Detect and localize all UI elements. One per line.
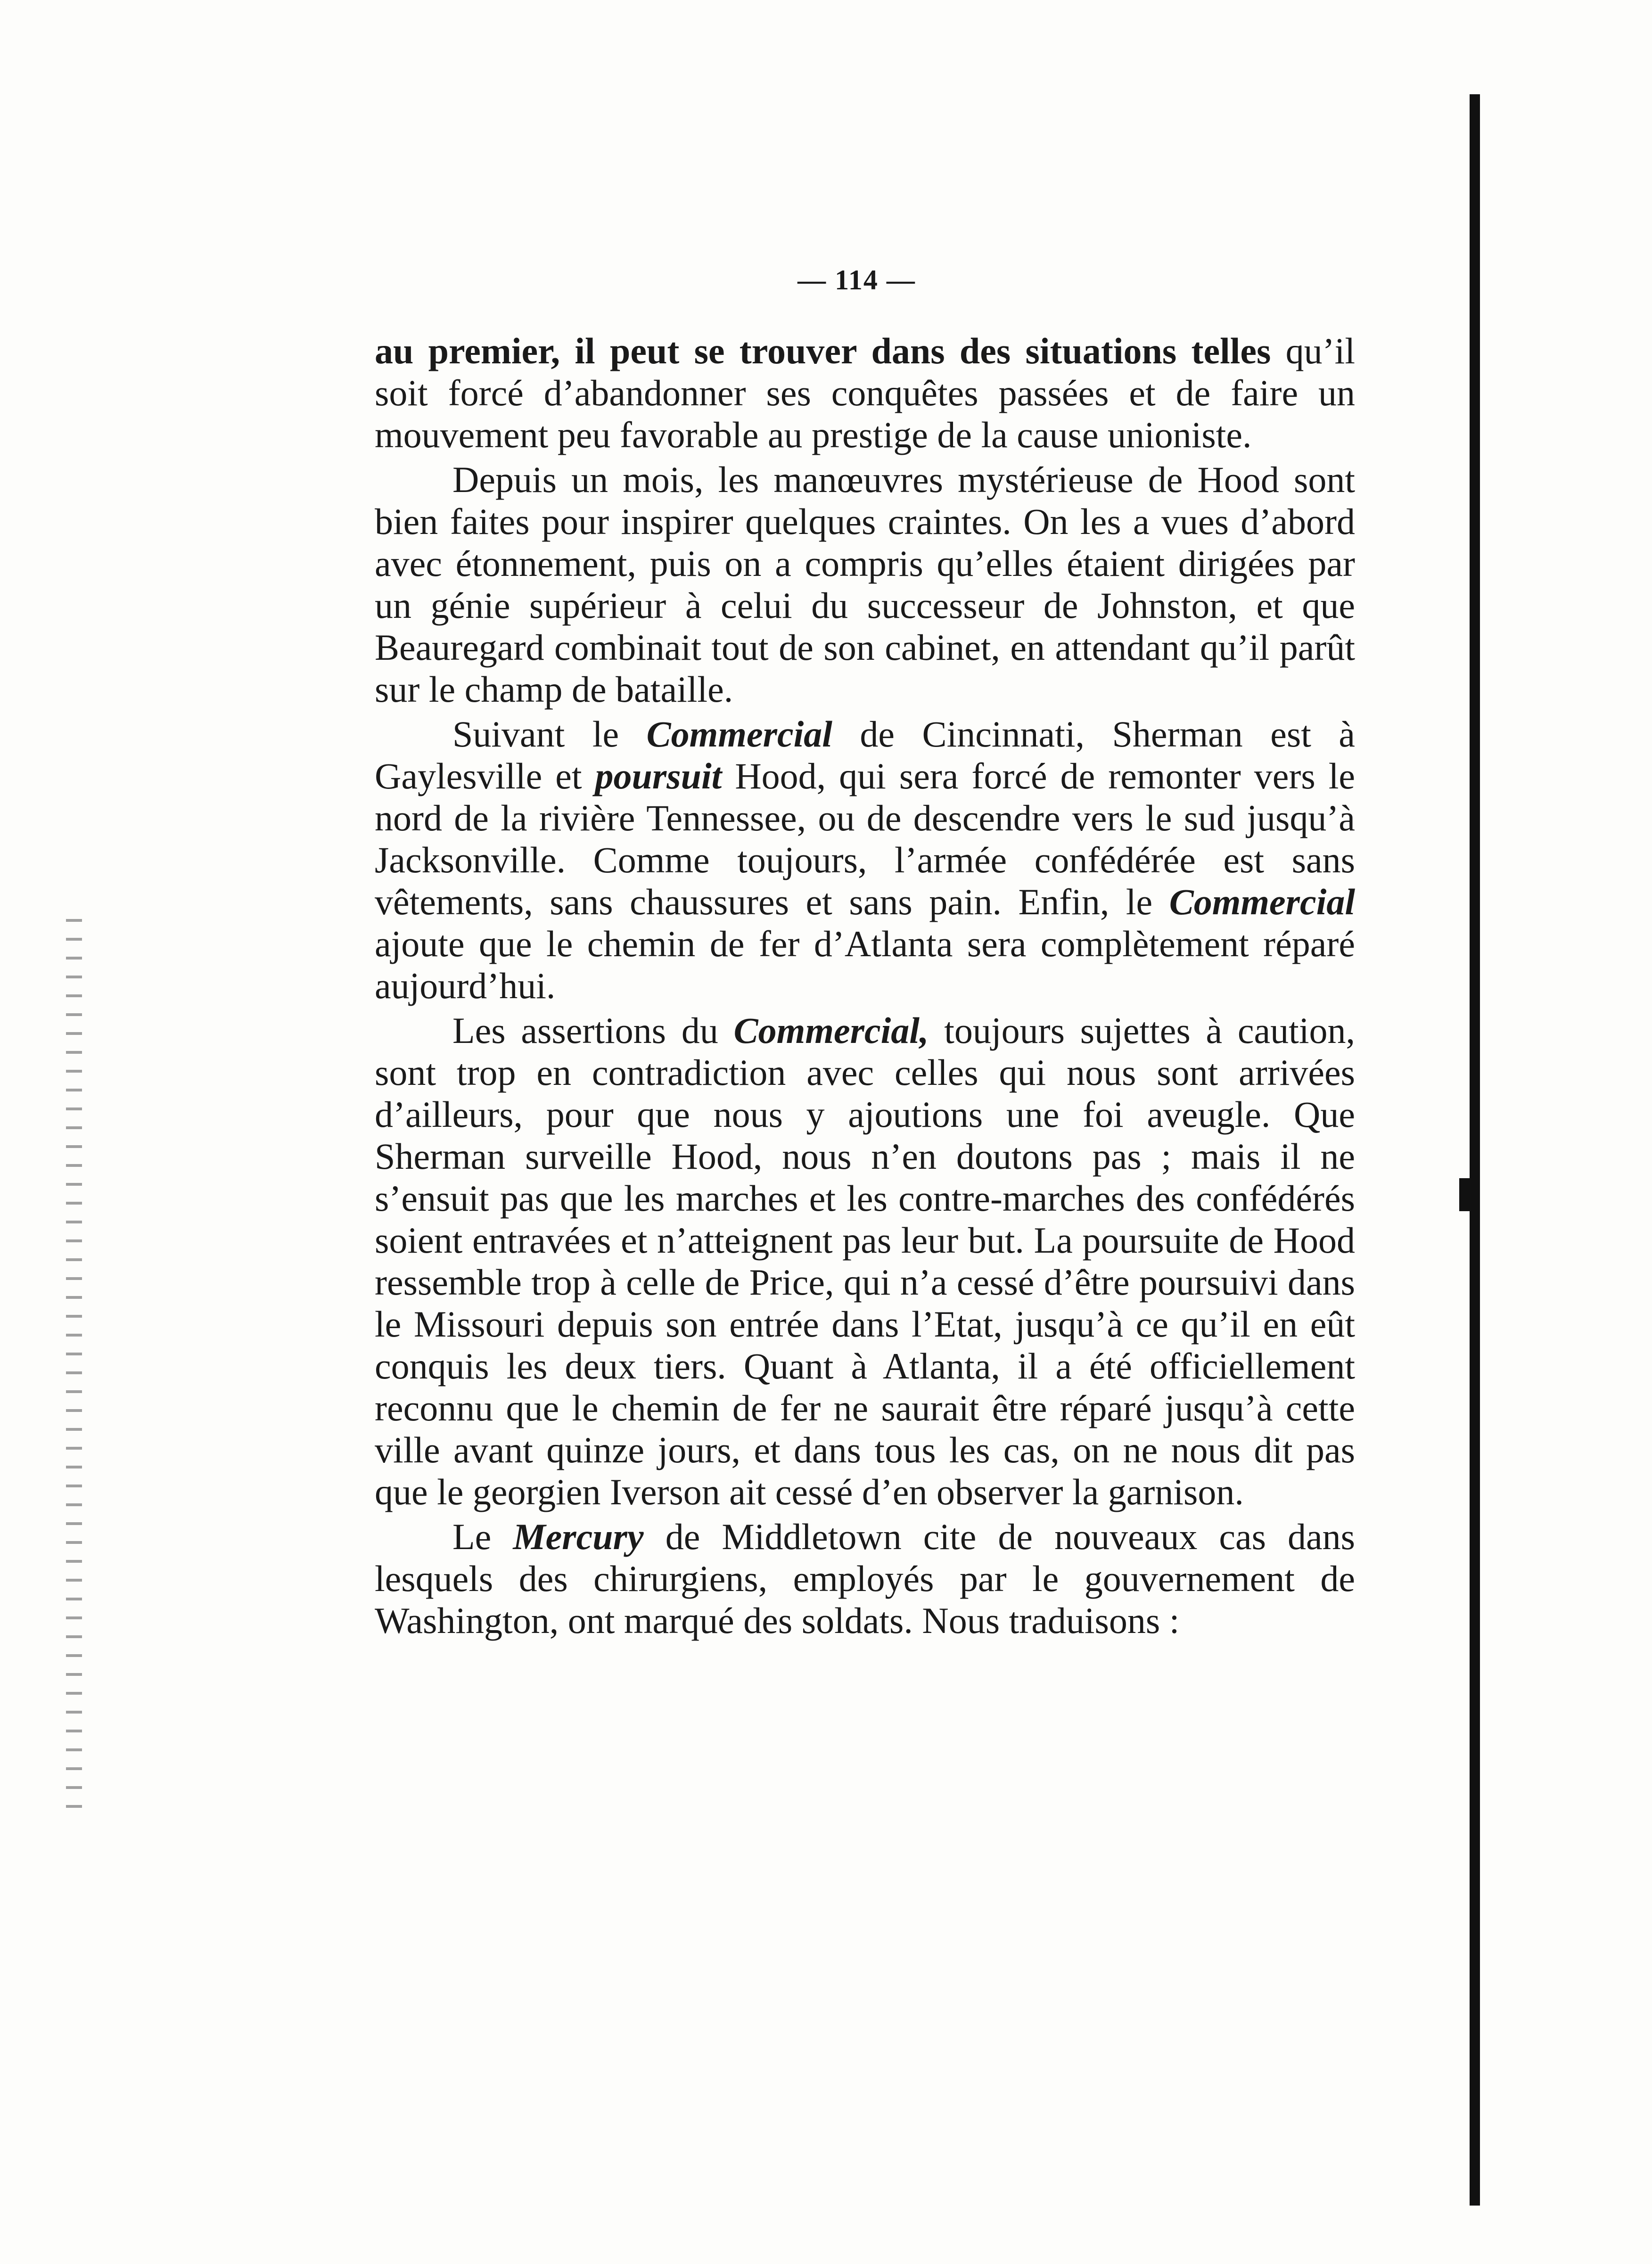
newspaper-title: Commercial, xyxy=(733,1010,929,1051)
text-run: toujours sujettes à caution, sont trop en contradiction avec celles qui nous sont arrivées d’ailleurs, pour que nous y ajoutions une foi aveugle. Que Sherman surveille Hood, nous n’en doutons pas ; mais il ne s’ensuit pas que les marches et les contre-marches des confédérés soient entravées et n’atteignent pas leur but. La poursuite de Hood ressemble trop à celle de Price, qui n’a cessé d’être poursuivi dans le Missouri depuis son entrée dans l’Etat, jusqu’à ce qu’il en eût conquis les deux tiers. Quant à Atlanta, il a été officiellement reconnu que le chemin de fer ne saurait être réparé jusqu’à cette ville avant quinze jours, et dans tous les cas, on ne nous dit pas que le georgien Iverson ait cessé d’en observer la garnison. xyxy=(375,1010,1355,1512)
text-run: ajoute que le chemin de fer d’Atlanta sera complètement réparé aujourd’hui. xyxy=(375,923,1355,1006)
paragraph-4 xyxy=(375,1009,1355,1513)
newspaper-title: Mercury xyxy=(513,1516,644,1557)
binding-edge-notch xyxy=(1459,1178,1471,1211)
text-run: au premier, il peut se trouver dans des situations telles xyxy=(375,330,1271,371)
text-run: de Cincinnati, Sherman est à Gaylesville et xyxy=(375,714,1355,796)
body-text xyxy=(375,330,1355,1641)
text-run: Le xyxy=(452,1516,513,1557)
page-number: — 114 — xyxy=(797,264,916,295)
paragraph-2 xyxy=(375,459,1355,710)
paragraph-5 xyxy=(375,1516,1355,1641)
newspaper-title: Commercial xyxy=(646,714,832,755)
binding-edge-rule xyxy=(1470,94,1480,2206)
newspaper-title: Commercial xyxy=(1169,881,1355,922)
paragraph-1 xyxy=(375,330,1355,456)
scan-gutter-noise xyxy=(66,919,82,1814)
text-run: Hood, qui sera forcé de remonter vers le nord de la rivière Tennessee, ou de descendre vers le sud jusqu’à Jacksonville. Comme toujours, l’armée confédérée est sans vêtements, sans chaussures et sans pain. Enfin, le xyxy=(375,755,1355,922)
emphasis: poursuit xyxy=(595,755,722,796)
paragraph-3 xyxy=(375,713,1355,1007)
text-run: de Middletown cite de nouveaux cas dans lesquels des chirurgiens, employés par le gouvernement de Washington, ont marqué des soldats. Nous traduisons : xyxy=(375,1516,1355,1641)
text-run: Suivant le xyxy=(452,714,647,755)
text-run: Les assertions du xyxy=(452,1010,734,1051)
text-run: qu’il soit forcé d’abandonner ses conquêtes passées et de faire un mouvement peu favorable au prestige de la cause unioniste. xyxy=(375,330,1355,455)
text-run: Depuis un mois, les manœuvres mystérieuse de Hood sont bien faites pour inspirer quelques craintes. On les a vues d’abord avec étonnement, puis on a compris qu’elles étaient dirigées par un génie supérieur à celui du successeur de Johnston, et que Beauregard combinait tout de son cabinet, en attendant qu’il parût sur le champ de bataille. xyxy=(375,459,1355,710)
